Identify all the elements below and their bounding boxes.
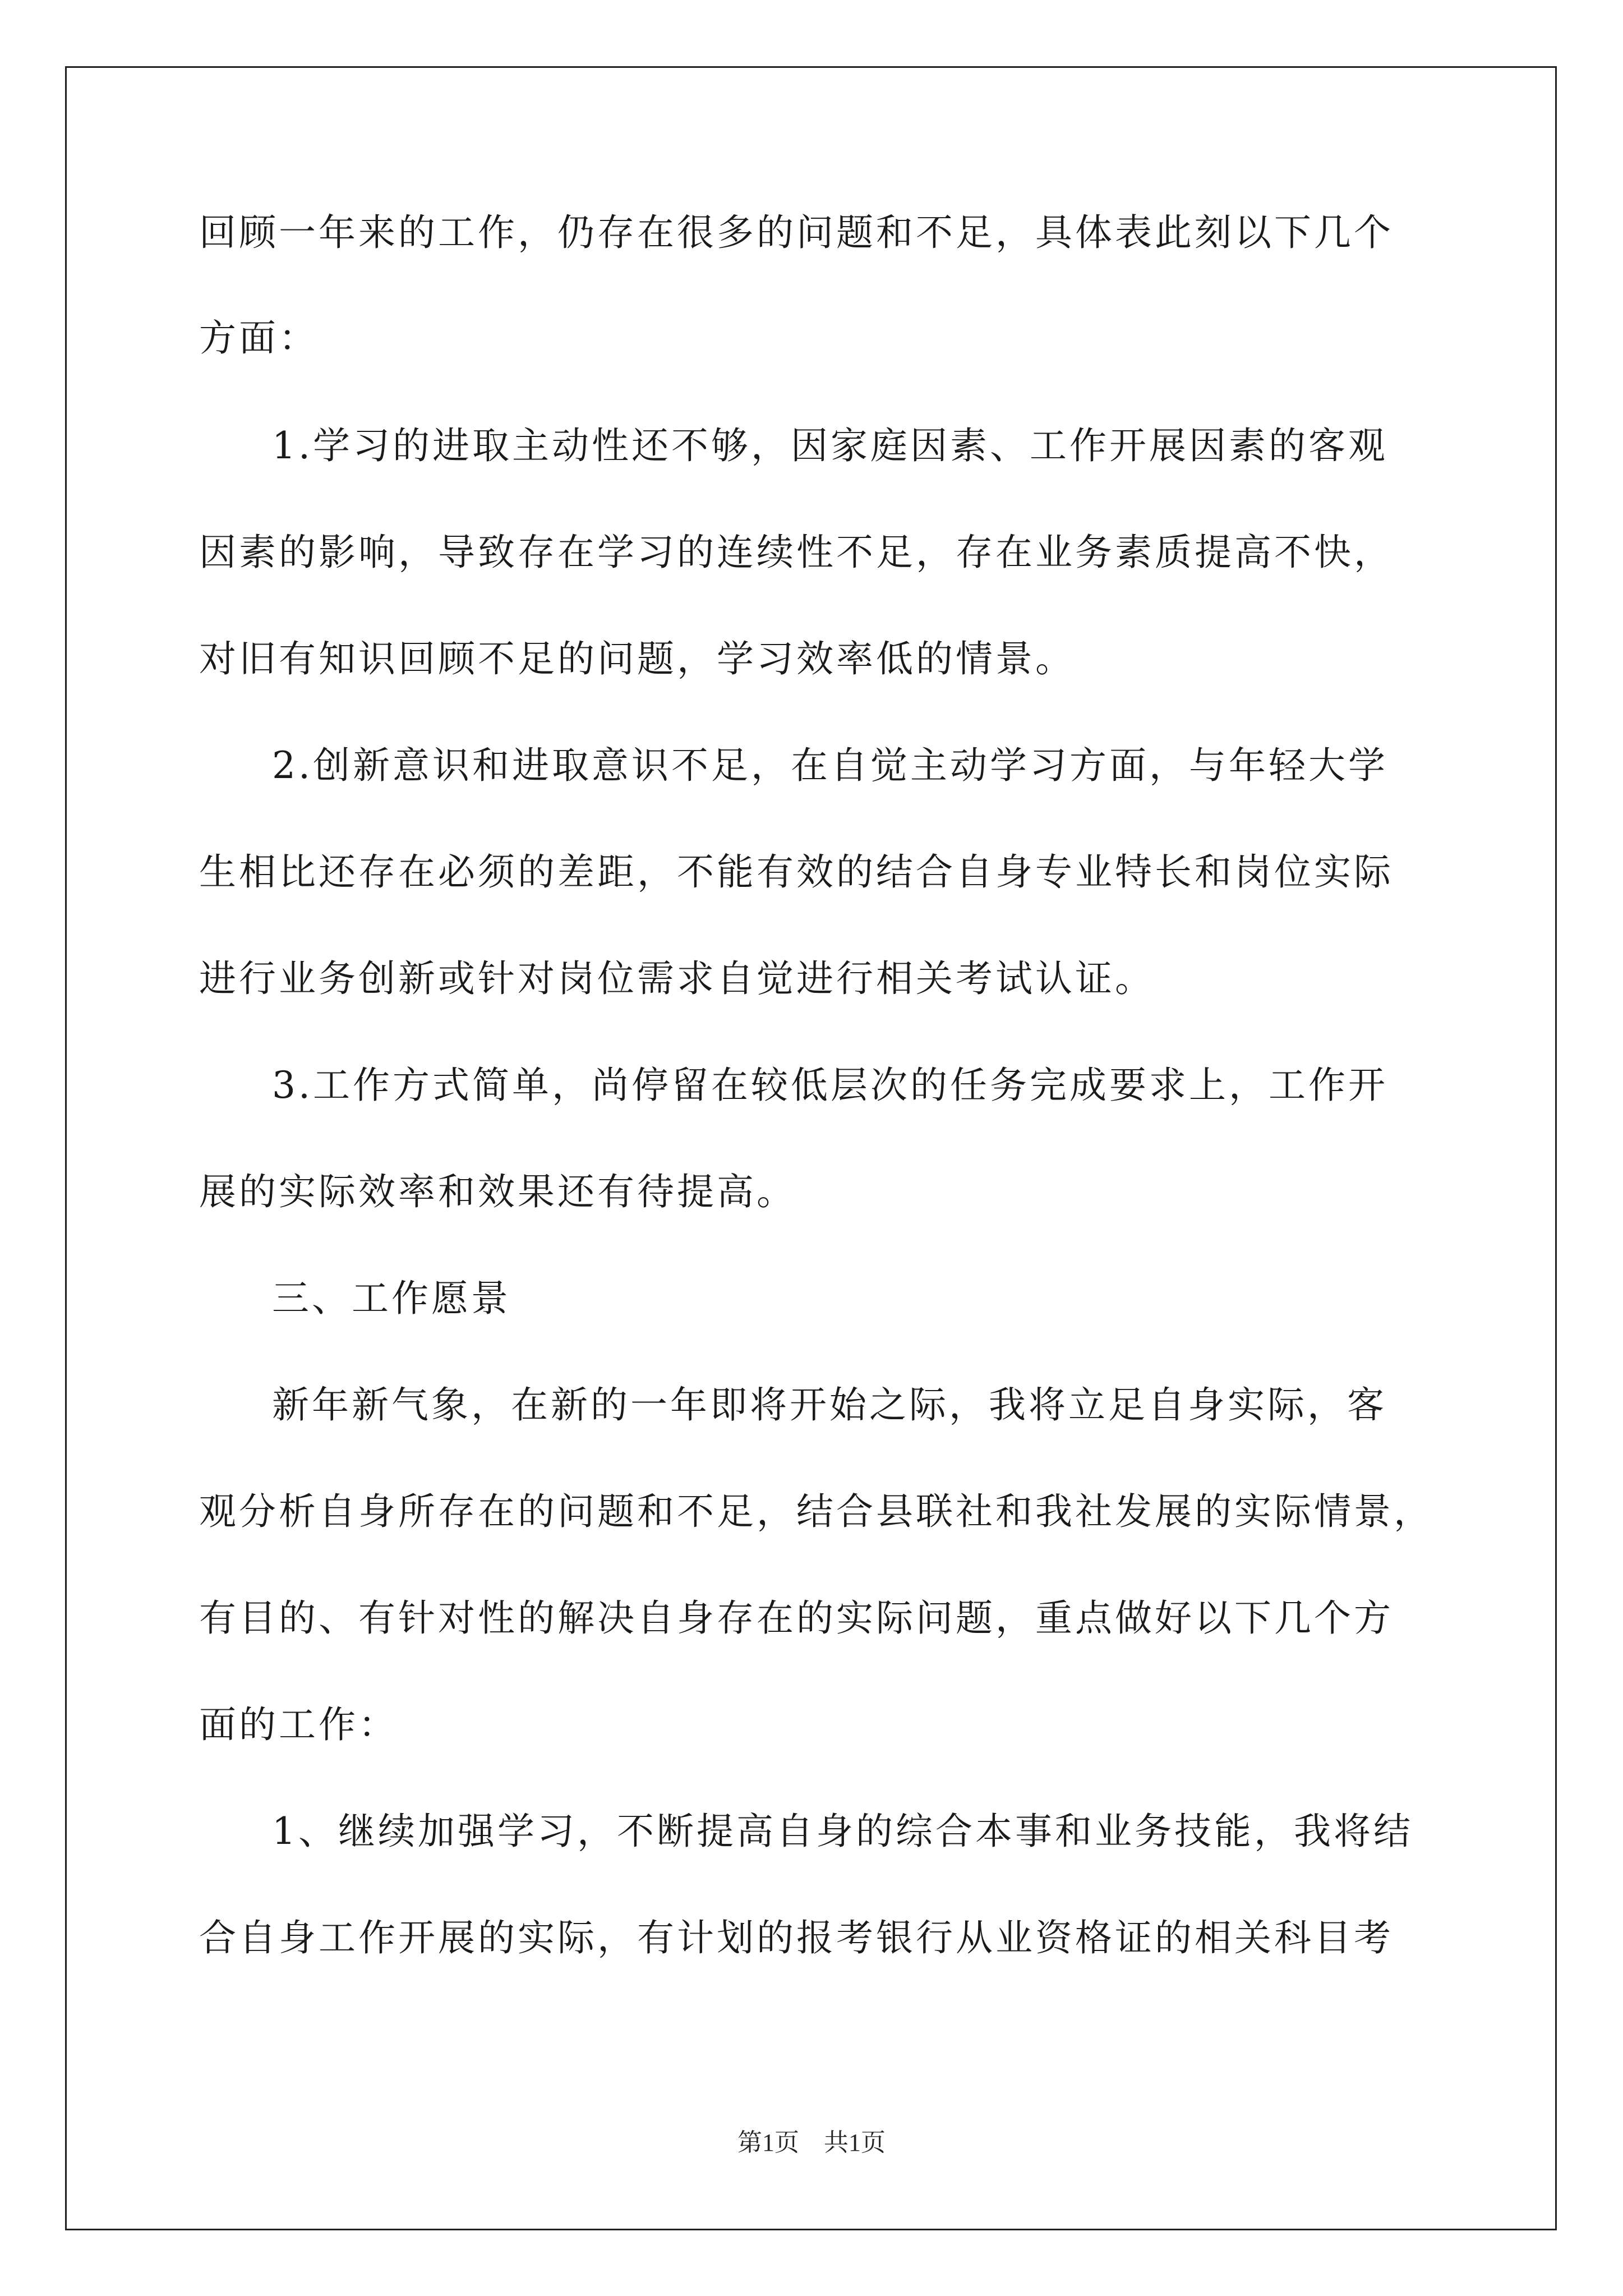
- text-line: 有目的、有针对性的解决自身存在的实际问题，重点做好以下几个方: [199, 1596, 1394, 1640]
- text-line: 2.创新意识和进取意识不足，在自觉主动学习方面，与年轻大学: [272, 744, 1388, 787]
- text-line: 方面：: [199, 316, 319, 360]
- text-line: 面的工作：: [199, 1703, 398, 1746]
- page-number-footer: 第1页 共1页: [737, 2129, 886, 2156]
- text-line: 进行业务创新或针对岗位需求自觉进行相关考试认证。: [199, 957, 1155, 1000]
- text-line: 对旧有知识回顾不足的问题，学习效率低的情景。: [199, 637, 1075, 680]
- text-line: 观分析自身所存在的问题和不足，结合县联社和我社发展的实际情景，: [199, 1490, 1433, 1533]
- text-line: 展的实际效率和效果还有待提高。: [199, 1170, 796, 1213]
- text-line: 新年新气象，在新的一年即将开始之际，我将立足自身实际，客: [272, 1383, 1387, 1427]
- text-line: 1、继续加强学习，不断提高自身的综合本事和业务技能，我将结: [272, 1810, 1413, 1853]
- text-line: 回顾一年来的工作，仍存在很多的问题和不足，具体表此刻以下几个: [199, 211, 1394, 254]
- text-line: 合自身工作开展的实际，有计划的报考银行从业资格证的相关科目考: [199, 1916, 1394, 1959]
- text-line: 因素的影响，导致存在学习的连续性不足，存在业务素质提高不快，: [199, 531, 1394, 574]
- text-line: 1.学习的进取主动性还不够，因家庭因素、工作开展因素的客观: [272, 424, 1388, 467]
- section-heading: 三、工作愿景: [272, 1277, 511, 1320]
- text-line: 生相比还存在必须的差距，不能有效的结合自身专业特长和岗位实际: [199, 850, 1394, 894]
- text-line: 3.工作方式简单，尚停留在较低层次的任务完成要求上，工作开: [272, 1064, 1388, 1107]
